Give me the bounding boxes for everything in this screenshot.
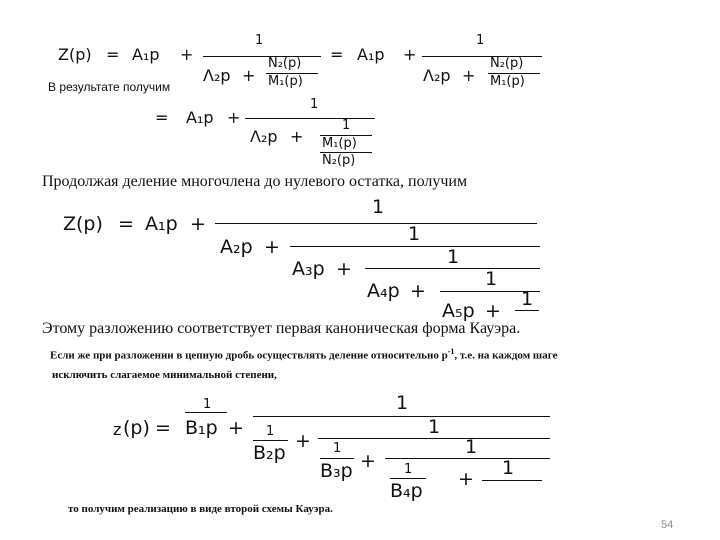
fraction-bar	[385, 458, 550, 459]
formula-eq: =	[155, 108, 169, 127]
cauer2-text-a-body: Если же при разложении в цепную дробь осуществлять деление относительно p	[50, 349, 448, 362]
cauer2-exponent: -1	[447, 347, 455, 356]
fraction-bar	[203, 56, 321, 57]
final-text-body: то получим реализацию в виде второй схемы Кауэра	[68, 503, 331, 515]
fraction-bar	[290, 246, 540, 247]
formula-m1p: M₁(p)	[490, 74, 525, 89]
fraction-bar	[215, 223, 537, 224]
formula-z-symbol-lower: z	[113, 420, 122, 439]
formula-numerator: 1	[447, 246, 460, 268]
formula-plus: +	[290, 127, 304, 146]
cauer2-text-c	[52, 369, 277, 381]
formula-numerator: 1	[310, 97, 319, 112]
formula-plus: +	[458, 468, 474, 490]
cauer2-text-b: , т.е. на каждом шаге	[454, 349, 558, 362]
formula-n2p: N₂(p)	[322, 153, 356, 168]
formula-plus: +	[228, 417, 244, 439]
cauer2-text-c-body: исключить слагаемое минимальной степени	[52, 369, 275, 381]
formula-numerator: 1	[255, 33, 264, 48]
formula-term-a5p: A₅p	[442, 300, 475, 322]
formula-term-b3p: B₃p	[320, 460, 353, 482]
formula-n2p: N₂(p)	[268, 56, 302, 71]
fraction-bar	[515, 310, 539, 311]
formula-numerator: 1	[502, 457, 515, 479]
cauer1-text: Этому разложению соответствует первая каноническая форма Кауэра.	[42, 320, 521, 337]
formula-term-a4p: A₄p	[367, 280, 400, 302]
fraction-bar	[245, 118, 375, 119]
formula-numerator: 1	[203, 397, 212, 412]
cauer2-text-a	[50, 347, 557, 362]
fraction-bar	[482, 480, 542, 481]
fraction-bar	[320, 458, 354, 459]
formula-term-a1p: A₁p	[132, 45, 160, 64]
formula-plus: +	[264, 236, 280, 258]
formula-numerator: 1	[521, 288, 534, 310]
formula-term-a2p: A₂p	[220, 236, 253, 258]
formula-eq: =	[155, 417, 171, 439]
fraction-bar	[365, 268, 540, 269]
formula-term-l2p: Λ₂p	[423, 66, 451, 85]
formula-eq: =	[330, 45, 344, 64]
formula-term-l2p: Λ₂p	[203, 66, 231, 85]
formula-term-a1p: A₁p	[145, 213, 178, 235]
fraction-bar	[253, 416, 550, 417]
formula-plus: +	[410, 280, 426, 302]
page-number: 54	[661, 519, 674, 531]
formula-plus: +	[295, 430, 311, 452]
formula-numerator: 1	[465, 436, 478, 458]
formula-eq: =	[118, 213, 134, 235]
formula-numerator: 1	[476, 33, 485, 48]
formula-term-a1p: A₁p	[357, 45, 385, 64]
formula-plus: +	[485, 300, 501, 322]
cauer2-text-c-tail: ,	[274, 369, 277, 381]
formula-m1p: M₁(p)	[268, 74, 303, 89]
formula-numerator: 1	[408, 223, 421, 245]
formula-plus: +	[462, 66, 476, 85]
formula-m1p: M₁(p)	[322, 136, 357, 151]
formula-term-b4p: B₄p	[390, 480, 423, 502]
formula-term-a3p: A₃p	[292, 258, 325, 280]
final-text-tail: .	[330, 503, 333, 515]
fraction-bar	[422, 56, 542, 57]
fraction-bar	[253, 440, 288, 441]
formula-numerator: 1	[372, 196, 385, 218]
formula-z-symbol: Z(p)	[63, 213, 103, 235]
formula-n2p: N₂(p)	[490, 56, 524, 71]
intro-text: В результате получим	[48, 80, 171, 94]
formula-eq: =	[106, 45, 120, 64]
formula-numerator: 1	[428, 416, 441, 438]
formula-numerator: 1	[333, 441, 342, 456]
formula-z-symbol: Z(p)	[58, 45, 92, 64]
continue-text: Продолжая деление многочлена до нулевого остатка, получим	[42, 173, 468, 190]
formula-term-l2p: Λ₂p	[250, 127, 278, 146]
formula-plus: +	[227, 108, 241, 127]
formula-term-b1p: B₁p	[185, 417, 218, 439]
formula-arg: (p)	[123, 417, 150, 439]
formula-numerator: 1	[342, 118, 351, 133]
fraction-bar	[185, 412, 227, 413]
formula-plus: +	[403, 45, 417, 64]
fraction-bar	[390, 478, 426, 479]
formula-plus: +	[190, 213, 206, 235]
fraction-bar	[318, 438, 550, 439]
final-text	[68, 503, 333, 515]
formula-plus: +	[180, 45, 194, 64]
formula-plus: +	[336, 258, 352, 280]
formula-plus: +	[242, 66, 256, 85]
formula-numerator: 1	[404, 462, 413, 477]
formula-term-a1p: A₁p	[186, 108, 214, 127]
formula-term-b2p: B₂p	[253, 442, 286, 464]
formula-plus: +	[360, 450, 376, 472]
formula-numerator: 1	[396, 392, 409, 414]
formula-numerator: 1	[266, 424, 275, 439]
formula-numerator: 1	[485, 268, 498, 290]
